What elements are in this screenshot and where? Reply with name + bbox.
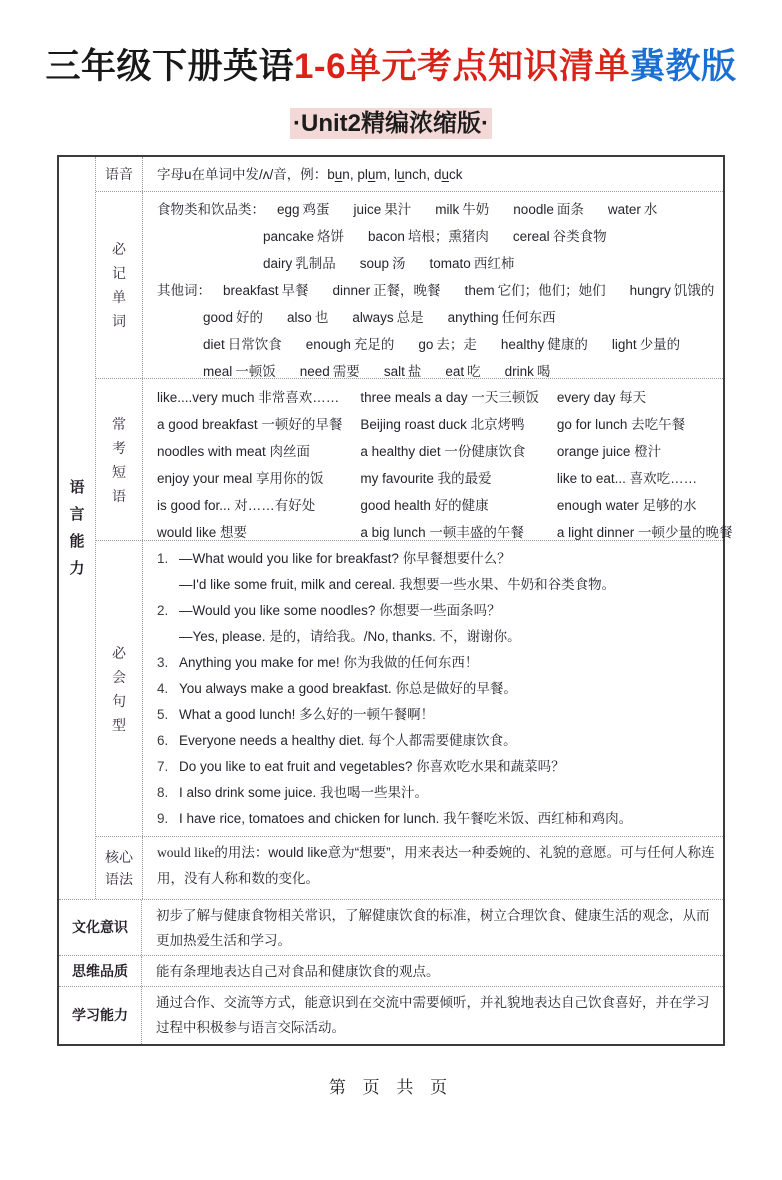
- word-item: [352, 304, 423, 331]
- grammar-lead: would like: [157, 845, 215, 860]
- word-item: [630, 277, 715, 304]
- word-item: [465, 277, 606, 304]
- word-line: [157, 277, 715, 304]
- row-label-learning: 学习能力: [59, 987, 142, 1044]
- page-number-footer: 第 页 共 页: [328, 1078, 454, 1097]
- word-en: milk: [435, 202, 460, 217]
- row-phrases: [96, 379, 733, 541]
- sentence-line: [157, 624, 715, 650]
- phrase-item: my favourite 我的最爱: [360, 471, 492, 486]
- word-group-heading: 食物类和饮品类：: [157, 202, 265, 217]
- sentence-text: I have rice, tomatoes and chicken for lunch. 我午餐吃米饭、西红柿和鸡肉。: [179, 811, 633, 826]
- word-item: [448, 304, 556, 331]
- word-line: [157, 304, 715, 331]
- sentence-text: I also drink some juice. 我也喝一些果汁。: [179, 785, 429, 800]
- phrase-item: enough water 足够的水: [556, 498, 697, 513]
- sentence-number: 6.: [157, 733, 169, 748]
- title-part-black: 三年级下册英语: [45, 47, 294, 86]
- sentence-text: —Yes, please. 是的，请给我。/No, thanks. 不，谢谢你。: [179, 629, 521, 644]
- word-line: [157, 196, 715, 223]
- sentence-line: [157, 780, 715, 806]
- sentence-number: [157, 572, 179, 598]
- word-zh: 充足的: [353, 337, 395, 352]
- word-zh: 鸡蛋: [302, 202, 330, 217]
- sentence-line: [157, 728, 715, 754]
- phrase-item: would like 想要: [157, 525, 248, 540]
- phrase-item: like to eat... 喜欢吃……: [556, 471, 698, 486]
- phrase-item: three meals a day 一天三顿饭: [360, 390, 539, 405]
- word-en: soup: [359, 256, 390, 271]
- row-label-grammar: 核心语法: [96, 837, 143, 899]
- learning-text: 通过合作、交流等方式，能意识到在交流中需要倾听，并礼貌地表达自己饮食喜好，并在学习过程中积极参与语言交际活动。: [156, 995, 710, 1035]
- word-en: eat: [445, 364, 465, 379]
- sentence-line: [157, 598, 715, 624]
- word-zh: 正餐，晚餐: [373, 283, 441, 298]
- word-zh: 果汁: [384, 202, 412, 217]
- word-zh: 总是: [396, 310, 424, 325]
- word-en: good: [203, 310, 234, 325]
- bottom-section: [59, 899, 723, 1044]
- sentence-number: 9.: [157, 811, 169, 826]
- phonics-examples: bun, plum, lunch, duck: [327, 167, 463, 182]
- word-line: [157, 223, 715, 250]
- word-zh: 需要: [332, 364, 360, 379]
- sentence-text: Do you like to eat fruit and vegetables? 你喜欢吃水果和蔬菜吗？: [179, 759, 565, 774]
- sentence-number: 1.: [157, 551, 169, 566]
- thinking-text: 能有条理地表达自己对食品和健康饮食的观点。: [156, 964, 440, 979]
- word-zh: 它们；他们；她们: [497, 283, 606, 298]
- word-zh: 汤: [392, 256, 406, 271]
- word-zh: 喝: [536, 364, 551, 379]
- sentence-line: [157, 676, 715, 702]
- phrase-item: enjoy your meal 享用你的饭: [157, 471, 324, 486]
- row-label-thinking: 思维品质: [59, 956, 142, 986]
- word-en: cereal: [512, 229, 550, 244]
- word-en: healthy: [500, 337, 545, 352]
- phonics-rule-text: 字母u在单词中发/ʌ/音，例：: [157, 167, 328, 182]
- word-en: juice: [353, 202, 382, 217]
- row-label-words: 必记单词: [96, 192, 143, 378]
- word-item: [612, 331, 680, 358]
- phrase-item: a light dinner 一顿少量的晚餐: [556, 525, 733, 540]
- word-group: [157, 277, 715, 385]
- sentence-text: Anything you make for me! 你为我做的任何东西！: [179, 655, 479, 670]
- word-item: [368, 223, 489, 250]
- sentence-number: 2.: [157, 603, 169, 618]
- word-en: anything: [447, 310, 499, 325]
- word-zh: 也: [314, 310, 329, 325]
- learning-content: [142, 987, 723, 1044]
- phonics-word: lunch: [394, 167, 427, 182]
- sentence-number: [157, 624, 179, 650]
- sentence-text: —I'd like some fruit, milk and cereal. 我想要一些水果、牛奶和谷类食物。: [179, 577, 616, 592]
- page-subtitle: [0, 103, 782, 138]
- word-item: [306, 331, 395, 358]
- word-en: pancake: [263, 229, 315, 244]
- word-en: light: [611, 337, 637, 352]
- row-label-sentences: 必会句型: [96, 541, 143, 836]
- side-label-cell: [59, 157, 96, 899]
- word-item: [430, 250, 515, 277]
- sentence-line: [157, 806, 715, 832]
- language-ability-section: [59, 157, 733, 899]
- phrase-item: is good for... 对……有好处: [157, 498, 316, 513]
- word-en: salt: [383, 364, 405, 379]
- worksheet-page: [0, 46, 782, 1180]
- sentence-line: [157, 702, 715, 728]
- phrase-item: orange juice 橙汁: [556, 444, 662, 459]
- word-zh: 烙饼: [317, 229, 345, 244]
- row-grammar: [96, 837, 723, 899]
- word-item: [263, 223, 344, 250]
- sentence-line: [157, 546, 715, 572]
- word-en: breakfast: [223, 283, 279, 298]
- word-item: [354, 196, 412, 223]
- phonics-word: duck: [433, 167, 463, 182]
- sentence-text: What a good lunch! 多么好的一顿午餐啊！: [179, 707, 435, 722]
- phrase-item: every day 每天: [556, 390, 647, 405]
- word-zh: 健康的: [547, 337, 588, 352]
- sentence-number: 8.: [157, 785, 169, 800]
- word-zh: 日常饮食: [227, 337, 282, 352]
- word-group: [157, 196, 715, 277]
- row-phonics: [96, 157, 723, 192]
- grammar-content: [143, 837, 723, 899]
- word-en: dairy: [263, 256, 293, 271]
- phrase-item: a healthy diet 一份健康饮食: [360, 444, 526, 459]
- phrase-item: go for lunch 去吃午餐: [556, 417, 686, 432]
- row-culture: [59, 899, 723, 956]
- page-title: [0, 46, 782, 88]
- phrase-item: good health 好的健康: [360, 498, 489, 513]
- word-zh: 牛奶: [462, 202, 490, 217]
- word-zh: 面条: [556, 202, 584, 217]
- word-item: [263, 250, 336, 277]
- phonics-word: plum: [357, 167, 387, 182]
- sentence-text: Everyone needs a healthy diet. 每个人都需要健康饮食。: [179, 733, 517, 748]
- word-item: [435, 196, 489, 223]
- sentence-text: You always make a good breakfast. 你总是做好的早餐。: [179, 681, 517, 696]
- word-en: drink: [504, 364, 534, 379]
- sentence-text: —What would you like for breakfast? 你早餐想要什么？: [179, 551, 511, 566]
- word-en: need: [299, 364, 330, 379]
- word-zh: 好的: [236, 310, 264, 325]
- sentence-line: [157, 754, 715, 780]
- word-item: [360, 250, 406, 277]
- row-label-phonics: 语音: [96, 157, 143, 191]
- word-en: dinner: [332, 283, 371, 298]
- word-item: [203, 304, 263, 331]
- word-zh: 培根；熏猪肉: [407, 229, 489, 244]
- word-zh: 盐: [407, 364, 422, 379]
- culture-content: [142, 900, 723, 955]
- word-en: hungry: [629, 283, 671, 298]
- phrase-item: a big lunch 一顿丰盛的午餐: [360, 525, 524, 540]
- phrase-item: like....very much 非常喜欢……: [157, 390, 340, 405]
- word-item: [223, 277, 309, 304]
- phonics-content: [143, 157, 723, 191]
- word-line: [157, 250, 715, 277]
- sentence-text: —Would you like some noodles? 你想要一些面条吗？: [179, 603, 501, 618]
- knowledge-table: [57, 155, 733, 1046]
- phrases-grid: [157, 382, 733, 546]
- title-part-blue: 冀教版: [630, 47, 737, 86]
- word-item: [513, 196, 584, 223]
- grammar-text: 的用法：would like意为“想要”，用来表达一种委婉的、礼貌的意愿。可与任何人称连用，没有人称和数的变化。: [157, 845, 715, 886]
- word-zh: 水: [643, 202, 658, 217]
- phrase-item: noodles with meat 肉丝面: [157, 444, 311, 459]
- word-zh: 乳制品: [295, 256, 336, 271]
- phrase-item: Beijing roast duck 北京烤鸭: [360, 417, 525, 432]
- word-en: go: [418, 337, 434, 352]
- thinking-content: [142, 956, 723, 986]
- word-zh: 早餐: [281, 283, 309, 298]
- row-learning: [59, 987, 723, 1044]
- word-en: egg: [277, 202, 300, 217]
- sentence-line: [157, 572, 715, 598]
- phrases-content: [143, 379, 733, 540]
- word-en: tomato: [429, 256, 471, 271]
- row-label-phrases: 常考短语: [96, 379, 143, 540]
- word-en: them: [464, 283, 495, 298]
- title-part-red: 1-6单元考点知识清单: [293, 47, 631, 86]
- word-item: [501, 331, 588, 358]
- row-words: [96, 192, 723, 379]
- word-en: noodle: [513, 202, 554, 217]
- word-item: [203, 331, 282, 358]
- word-zh: 西红柿: [473, 256, 515, 271]
- word-item: [513, 223, 607, 250]
- culture-text: 初步了解与健康食物相关常识，了解健康饮食的标准，树立合理饮食、健康生活的观念，从而更加热爱生活和学习。: [156, 908, 710, 948]
- word-en: always: [352, 310, 394, 325]
- sentence-line: [157, 650, 715, 676]
- word-zh: 吃: [467, 364, 481, 379]
- row-thinking: [59, 956, 723, 987]
- row-label-culture: 文化意识: [59, 900, 142, 955]
- word-zh: 一顿饭: [235, 364, 276, 379]
- sentences-content: [143, 541, 723, 836]
- word-item: [418, 331, 477, 358]
- word-en: diet: [203, 337, 225, 352]
- row-sentences: [96, 541, 723, 837]
- sentence-number: 4.: [157, 681, 169, 696]
- word-en: water: [607, 202, 641, 217]
- word-en: bacon: [368, 229, 405, 244]
- phonics-word: bun: [327, 167, 350, 182]
- word-item: [287, 304, 328, 331]
- word-en: meal: [203, 364, 233, 379]
- word-zh: 少量的: [639, 337, 681, 352]
- sentence-number: 5.: [157, 707, 169, 722]
- sentence-number: 7.: [157, 759, 169, 774]
- subtitle-highlight: ·Unit2精编浓缩版·: [290, 108, 492, 139]
- sentence-number: 3.: [157, 655, 169, 670]
- word-group-heading: 其他词：: [157, 283, 211, 298]
- word-item: [333, 277, 441, 304]
- word-item: [608, 196, 658, 223]
- word-en: also: [287, 310, 312, 325]
- words-content: [143, 192, 723, 378]
- phrase-item: a good breakfast 一顿好的早餐: [157, 417, 343, 432]
- word-zh: 去；走: [436, 337, 477, 352]
- word-item: [277, 196, 330, 223]
- word-line: [157, 331, 715, 358]
- word-zh: 任何东西: [501, 310, 556, 325]
- side-label-language-ability: 语言能力: [69, 479, 85, 577]
- word-zh: 饥饿的: [673, 283, 715, 298]
- word-zh: 谷类食物: [552, 229, 607, 244]
- word-en: enough: [305, 337, 351, 352]
